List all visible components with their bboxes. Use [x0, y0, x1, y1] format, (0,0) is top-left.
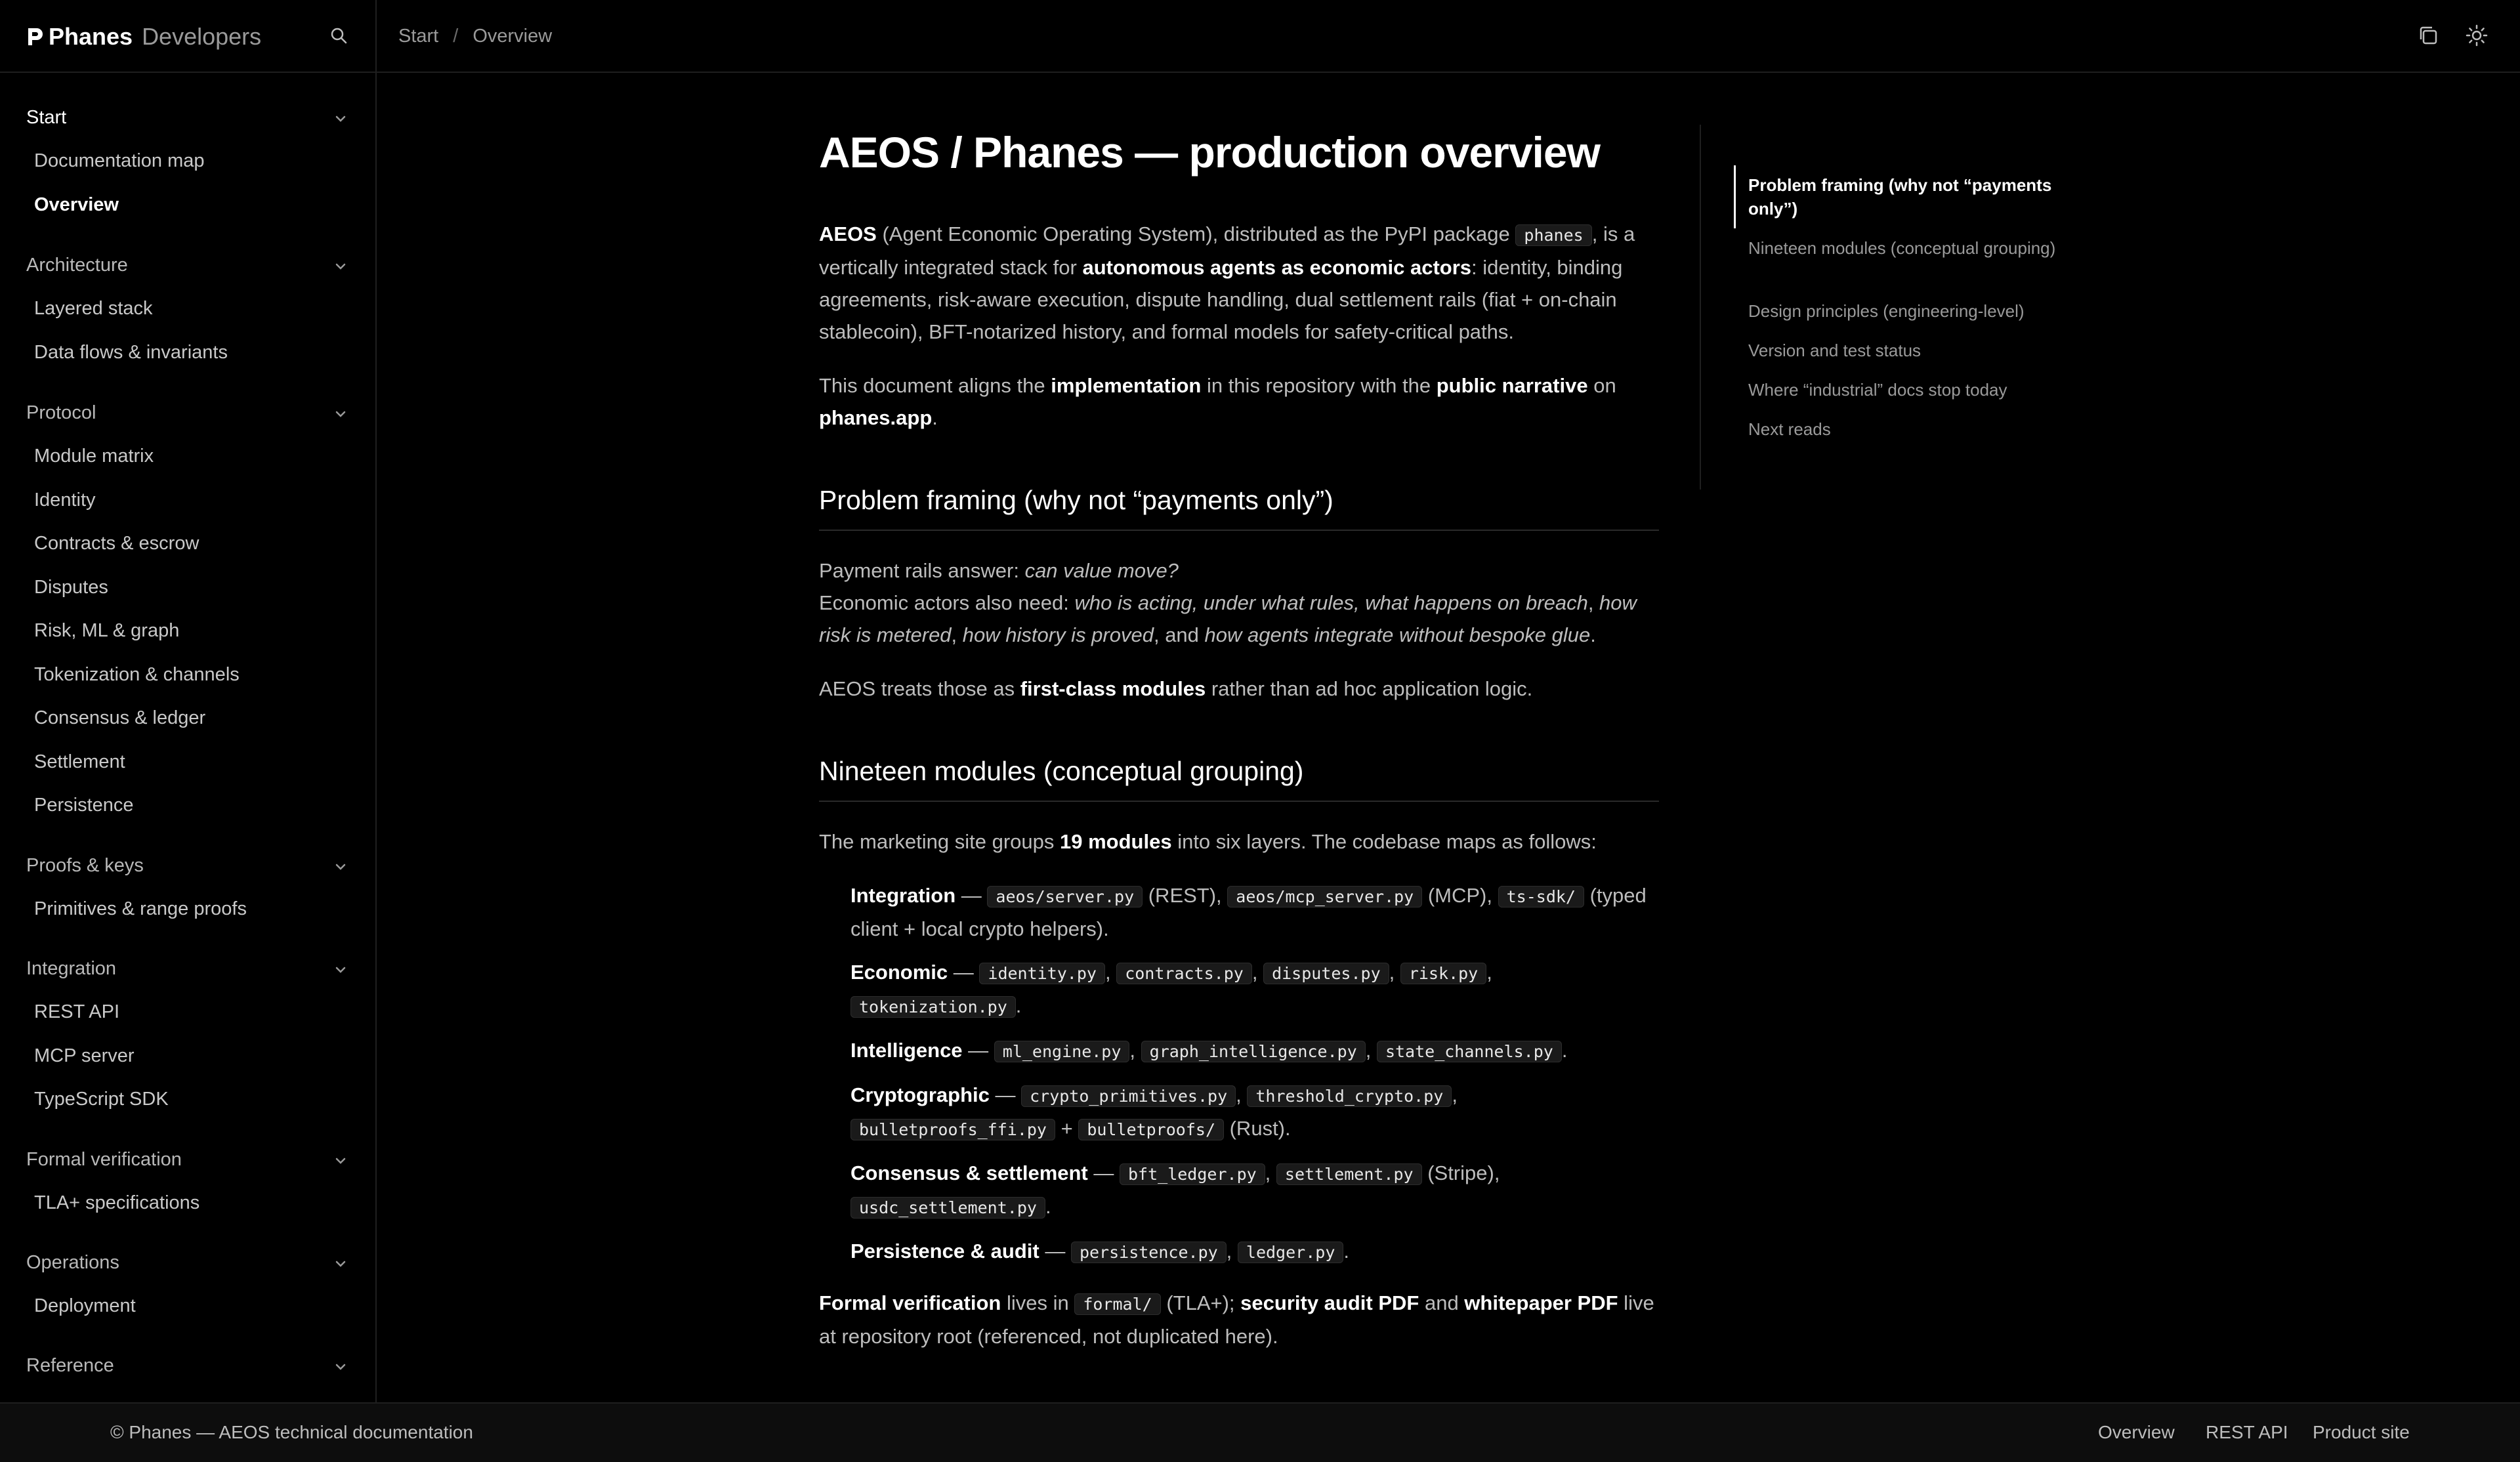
footer-copyright: © Phanes — AEOS technical documentation	[110, 1422, 473, 1442]
sidebar-group-operations[interactable]: Operations	[26, 1252, 119, 1273]
sidebar-item-persistence[interactable]: Persistence	[34, 795, 134, 816]
footer-link-product-site[interactable]: Product site	[2313, 1422, 2410, 1442]
module-file-code: crypto_primitives.py	[1021, 1085, 1236, 1107]
module-file-code: state_channels.py	[1377, 1041, 1562, 1062]
copy-icon	[2417, 24, 2439, 47]
modules-text: The marketing site groups	[819, 830, 1060, 853]
align-text-3: on	[1587, 374, 1616, 397]
formal-text: live at repository root (referenced, not duplicated here).	[819, 1291, 1654, 1348]
module-file-code: risk.py	[1400, 963, 1486, 984]
layer-text: ,	[1251, 961, 1264, 984]
search-button[interactable]	[326, 22, 352, 49]
chevron-down-icon[interactable]	[332, 258, 349, 275]
module-file-code: ml_engine.py	[994, 1041, 1130, 1062]
layer-text: (Stripe),	[1421, 1161, 1500, 1184]
layer-item	[850, 1235, 1659, 1268]
table-of-contents	[1700, 125, 2067, 490]
sidebar-item-tla-specifications[interactable]: TLA+ specifications	[34, 1192, 200, 1213]
module-file-code: bulletproofs_ffi.py	[850, 1119, 1055, 1140]
sidebar-group-proofs-and-keys[interactable]: Proofs & keys	[26, 855, 144, 876]
sidebar-item-risk-ml-and-graph[interactable]: Risk, ML & graph	[34, 620, 180, 641]
page-title: AEOS / Phanes — production overview	[819, 128, 1600, 177]
problem-paragraph-2	[819, 673, 1659, 705]
layer-text: ,	[1226, 1240, 1238, 1263]
module-file-code: identity.py	[979, 963, 1105, 984]
sidebar-item-consensus-and-ledger[interactable]: Consensus & ledger	[34, 707, 206, 728]
problem-text: Economic actors also need:	[819, 591, 1075, 614]
sidebar-group-integration[interactable]: Integration	[26, 958, 117, 979]
layer-item	[850, 1034, 1659, 1068]
sun-icon	[2465, 24, 2488, 47]
module-file-code: bulletproofs/	[1078, 1119, 1224, 1140]
layer-text: ,	[1236, 1083, 1248, 1106]
sidebar-item-overview[interactable]: Overview	[34, 194, 119, 215]
layer-text: .	[1045, 1195, 1051, 1218]
sidebar-group-start[interactable]: Start	[26, 107, 67, 128]
formal-text: lives in	[1001, 1291, 1075, 1314]
intro-bold-1: autonomous agents as economic actors	[1082, 256, 1472, 279]
problem-bold: first-class modules	[1020, 677, 1206, 700]
sidebar-item-primitives-and-range-proofs[interactable]: Primitives & range proofs	[34, 898, 247, 919]
layer-text: (MCP),	[1422, 884, 1498, 907]
formal-paragraph	[819, 1287, 1659, 1352]
layer-text: ,	[1129, 1039, 1141, 1062]
toc-item[interactable]: Nineteen modules (conceptual grouping)	[1748, 238, 2056, 258]
layer-name: Integration	[850, 884, 956, 907]
breadcrumb-overview: Overview	[472, 26, 553, 47]
top-header	[0, 0, 2520, 73]
align-text-4: .	[932, 406, 938, 429]
toc-item[interactable]: Where “industrial” docs stop today	[1748, 380, 2007, 400]
module-file-code: threshold_crypto.py	[1247, 1085, 1452, 1107]
section-heading-problem: Problem framing (why not “payments only”)	[819, 482, 1659, 531]
sidebar-item-data-flows-and-invariants[interactable]: Data flows & invariants	[34, 341, 228, 363]
layer-text: .	[1561, 1039, 1568, 1062]
chevron-down-icon[interactable]	[332, 1152, 349, 1169]
sidebar-group-formal-verification[interactable]: Formal verification	[26, 1149, 182, 1170]
layer-text: —	[948, 961, 980, 984]
problem-text: rather than ad hoc application logic.	[1206, 677, 1533, 700]
align-bold-1: implementation	[1051, 374, 1202, 397]
layer-item	[850, 1079, 1659, 1146]
problem-text: ,	[951, 623, 963, 646]
module-file-code: usdc_settlement.py	[850, 1197, 1045, 1219]
sidebar-item-layered-stack[interactable]: Layered stack	[34, 298, 153, 319]
problem-text: AEOS treats those as	[819, 677, 1020, 700]
intro-aeos: AEOS	[819, 222, 877, 245]
phanes-app-link[interactable]: phanes.app	[819, 406, 933, 429]
layer-text: .	[1343, 1240, 1349, 1263]
layer-text: ,	[1365, 1039, 1377, 1062]
chevron-down-icon[interactable]	[332, 858, 349, 875]
intro-text-2: , is a vertically integrated stack for	[819, 222, 1635, 279]
module-file-code: aeos/server.py	[987, 886, 1143, 908]
layer-text: —	[956, 884, 988, 907]
module-file-code: tokenization.py	[850, 996, 1016, 1018]
sidebar-item-deployment[interactable]: Deployment	[34, 1295, 136, 1316]
toc-active-marker	[1734, 165, 1736, 228]
security-audit-link[interactable]: security audit PDF	[1240, 1291, 1419, 1314]
formal-text: and	[1419, 1291, 1465, 1314]
problem-italic: how history is proved	[962, 623, 1154, 646]
sidebar-group-reference[interactable]: Reference	[26, 1355, 114, 1376]
problem-italic: who is acting, under what rules, what happens on breach	[1074, 591, 1588, 614]
brand[interactable]	[0, 0, 377, 73]
chevron-down-icon[interactable]	[332, 406, 349, 423]
chevron-down-icon[interactable]	[332, 961, 349, 978]
breadcrumb-separator: /	[453, 26, 459, 47]
chevron-down-icon[interactable]	[332, 1255, 349, 1272]
problem-italic: how risk is metered	[819, 591, 1637, 646]
problem-text: Payment rails answer:	[819, 559, 1025, 582]
sidebar-item-rest-api[interactable]: REST API	[34, 1001, 120, 1022]
section-heading-modules: Nineteen modules (conceptual grouping)	[819, 753, 1659, 802]
layer-text: ,	[1265, 1161, 1276, 1184]
layer-name: Economic	[850, 961, 948, 984]
sidebar-item-settlement[interactable]: Settlement	[34, 751, 125, 772]
modules-text: into six layers. The codebase maps as follows:	[1171, 830, 1597, 853]
toc-item[interactable]: Next reads	[1748, 419, 1831, 439]
brand-name: Phanes	[49, 22, 133, 50]
layer-text: —	[1039, 1240, 1071, 1263]
sidebar-item-typescript-sdk[interactable]: TypeScript SDK	[34, 1089, 169, 1110]
formal-text: (TLA+);	[1160, 1291, 1241, 1314]
module-file-code: settlement.py	[1276, 1163, 1422, 1185]
layer-item	[850, 956, 1659, 1023]
module-file-code: bft_ledger.py	[1120, 1163, 1265, 1185]
formal-bold: Formal verification	[819, 1291, 1001, 1314]
whitepaper-link[interactable]: whitepaper PDF	[1464, 1291, 1618, 1314]
layer-text: ,	[1452, 1083, 1458, 1106]
sidebar-group-protocol[interactable]: Protocol	[26, 402, 96, 423]
sidebar-item-identity[interactable]: Identity	[34, 489, 96, 511]
sidebar-item-tokenization-and-channels[interactable]: Tokenization & channels	[34, 663, 240, 685]
brand-suffix: Developers	[142, 22, 262, 50]
problem-italic: can value move?	[1024, 559, 1179, 582]
layer-text: (REST),	[1143, 884, 1228, 907]
intro-text-3: : identity, binding agreements, risk-aware execution, dispute handling, dual settlement rails (fiat + on-chain stablecoin), BFT-notarized history, and formal models for safety-critical paths.	[819, 256, 1623, 343]
package-name-code: phanes	[1515, 224, 1591, 246]
toc-item[interactable]: Version and test status	[1748, 341, 1922, 360]
breadcrumb	[398, 0, 552, 73]
layer-text: ,	[1104, 961, 1117, 984]
intro-text-1: (Agent Economic Operating System), distributed as the PyPI package	[876, 222, 1516, 245]
layer-text: .	[1015, 994, 1022, 1017]
sidebar-item-mcp-server[interactable]: MCP server	[34, 1045, 135, 1066]
problem-italic: how agents integrate without bespoke glue	[1204, 623, 1591, 646]
search-icon	[329, 26, 348, 45]
align-text-1: This document aligns the	[819, 374, 1051, 397]
modules-intro-paragraph	[819, 825, 1659, 858]
align-text-2: in this repository with the	[1201, 374, 1437, 397]
theme-toggle-button[interactable]	[2462, 21, 2491, 50]
problem-text: ,	[1587, 591, 1600, 614]
module-file-code: ts-sdk/	[1498, 886, 1584, 908]
copy-page-button[interactable]	[2414, 21, 2443, 50]
layer-text: ,	[1486, 961, 1492, 984]
module-file-code: disputes.py	[1263, 963, 1389, 984]
toc-item[interactable]: Design principles (engineering-level)	[1748, 301, 2025, 321]
problem-text: , and	[1153, 623, 1205, 646]
layer-name: Consensus & settlement	[850, 1161, 1088, 1184]
problem-paragraph-1	[819, 554, 1659, 651]
sidebar-item-module-matrix[interactable]: Module matrix	[34, 446, 154, 467]
layer-name: Intelligence	[850, 1039, 963, 1062]
sidebar-item-documentation-map[interactable]: Documentation map	[34, 150, 205, 171]
footer-link-rest-api[interactable]: REST API	[2206, 1422, 2288, 1442]
align-bold-2: public narrative	[1436, 374, 1588, 397]
layer-item	[850, 879, 1659, 945]
module-file-code: ledger.py	[1238, 1242, 1343, 1263]
layer-text: —	[989, 1083, 1022, 1106]
chevron-down-icon[interactable]	[332, 110, 349, 127]
formal-dir-code: formal/	[1074, 1293, 1160, 1315]
sidebar-group-architecture[interactable]: Architecture	[26, 255, 128, 276]
footer	[0, 1402, 2520, 1462]
footer-link-overview[interactable]: Overview	[2098, 1422, 2175, 1442]
layer-item	[850, 1157, 1659, 1224]
sidebar-nav	[0, 73, 377, 1402]
layer-text: +	[1055, 1117, 1079, 1140]
module-file-code: graph_intelligence.py	[1141, 1041, 1366, 1062]
module-file-code: aeos/mcp_server.py	[1227, 886, 1422, 908]
breadcrumb-start[interactable]: Start	[398, 26, 439, 47]
toc-item[interactable]: Problem framing (why not “payments only”)	[1748, 175, 2052, 219]
phanes-logo-icon	[26, 27, 43, 47]
layer-list	[850, 879, 1659, 1268]
intro-paragraph	[819, 218, 1659, 348]
layer-text: (Rust).	[1224, 1117, 1291, 1140]
main-content	[819, 125, 1659, 1374]
align-paragraph	[819, 369, 1659, 434]
layer-text: (typed client + local crypto helpers).	[850, 884, 1647, 940]
layer-name: Persistence & audit	[850, 1240, 1040, 1263]
problem-text: .	[1590, 623, 1596, 646]
layer-text: —	[962, 1039, 994, 1062]
sidebar-item-contracts-and-escrow[interactable]: Contracts & escrow	[34, 533, 200, 554]
layer-name: Cryptographic	[850, 1083, 990, 1106]
layer-text: —	[1087, 1161, 1120, 1184]
module-file-code: contracts.py	[1116, 963, 1252, 984]
layer-text: ,	[1389, 961, 1400, 984]
sidebar-item-disputes[interactable]: Disputes	[34, 576, 108, 598]
chevron-down-icon[interactable]	[332, 1358, 349, 1375]
module-file-code: persistence.py	[1071, 1242, 1227, 1263]
modules-bold: 19 modules	[1060, 830, 1172, 853]
